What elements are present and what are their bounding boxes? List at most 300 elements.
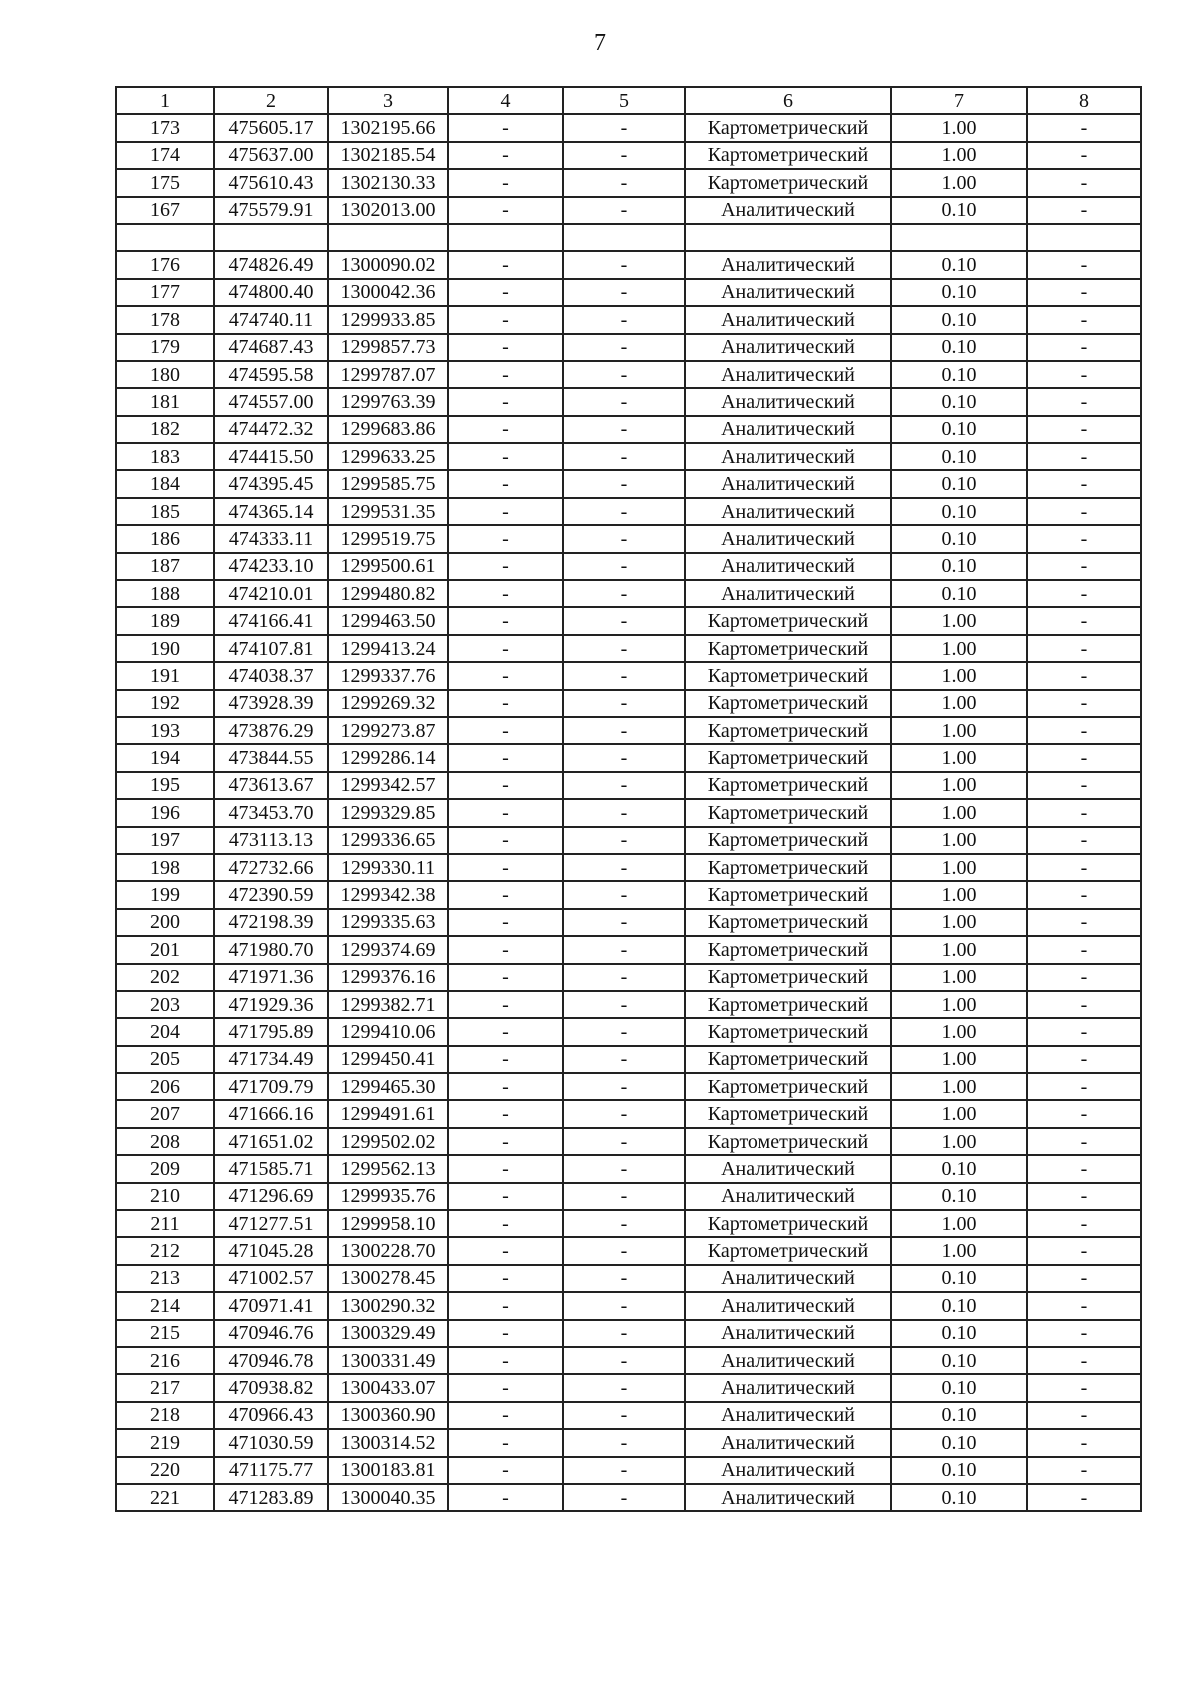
column-header: 1 (116, 87, 214, 114)
column-8-cell: - (1027, 580, 1141, 607)
y-coordinate-cell: 1300329.49 (328, 1320, 448, 1347)
column-8-cell: - (1027, 635, 1141, 662)
point-number-cell: 212 (116, 1237, 214, 1264)
column-4-cell: - (448, 881, 563, 908)
column-5-cell: - (563, 1237, 685, 1264)
method-cell: Картометрический (685, 607, 891, 634)
column-5-cell: - (563, 251, 685, 278)
point-number-cell: 205 (116, 1046, 214, 1073)
accuracy-cell: 1.00 (891, 964, 1027, 991)
column-5-cell: - (563, 1018, 685, 1045)
accuracy-cell: 0.10 (891, 1429, 1027, 1456)
column-4-cell: - (448, 607, 563, 634)
accuracy-cell: 0.10 (891, 1402, 1027, 1429)
table-row (116, 197, 1141, 224)
point-number-cell: 186 (116, 525, 214, 552)
method-cell: Картометрический (685, 662, 891, 689)
x-coordinate-cell: 474333.11 (214, 525, 328, 552)
column-4-cell: - (448, 470, 563, 497)
point-number-cell: 189 (116, 607, 214, 634)
table-row (116, 854, 1141, 881)
column-8-cell: - (1027, 470, 1141, 497)
method-cell: Аналитический (685, 361, 891, 388)
column-4-cell: - (448, 772, 563, 799)
x-coordinate-cell: 472198.39 (214, 909, 328, 936)
method-cell: Картометрический (685, 881, 891, 908)
y-coordinate-cell: 1299562.13 (328, 1155, 448, 1182)
x-coordinate-cell: 474395.45 (214, 470, 328, 497)
point-number-cell: 183 (116, 443, 214, 470)
y-coordinate-cell: 1300331.49 (328, 1347, 448, 1374)
column-5-cell: - (563, 936, 685, 963)
table-row (116, 1237, 1141, 1264)
column-5-cell: - (563, 1265, 685, 1292)
column-5-cell: - (563, 361, 685, 388)
method-cell: Аналитический (685, 1484, 891, 1511)
point-number-cell: 203 (116, 991, 214, 1018)
method-cell: Картометрический (685, 1018, 891, 1045)
method-cell: Аналитический (685, 1402, 891, 1429)
table-row (116, 388, 1141, 415)
method-cell: Картометрический (685, 1100, 891, 1127)
column-8-cell: - (1027, 525, 1141, 552)
table-body (116, 114, 1141, 1511)
point-number-cell: 187 (116, 553, 214, 580)
column-5-cell: - (563, 1457, 685, 1484)
x-coordinate-cell: 474166.41 (214, 607, 328, 634)
y-coordinate-cell: 1299330.11 (328, 854, 448, 881)
accuracy-cell: 1.00 (891, 772, 1027, 799)
accuracy-cell: 1.00 (891, 1210, 1027, 1237)
column-4-cell: - (448, 827, 563, 854)
table-row (116, 772, 1141, 799)
table-row (116, 1429, 1141, 1456)
y-coordinate-cell: 1299286.14 (328, 744, 448, 771)
method-cell: Аналитический (685, 1183, 891, 1210)
point-number-cell: 217 (116, 1374, 214, 1401)
column-4-cell: - (448, 909, 563, 936)
point-number-cell: 178 (116, 306, 214, 333)
column-4-cell: - (448, 306, 563, 333)
column-5-cell: - (563, 1292, 685, 1319)
column-4-cell: - (448, 197, 563, 224)
point-number-cell: 192 (116, 690, 214, 717)
column-4-cell: - (448, 1457, 563, 1484)
x-coordinate-cell: 470966.43 (214, 1402, 328, 1429)
x-coordinate-cell: 471277.51 (214, 1210, 328, 1237)
column-8-cell: - (1027, 1402, 1141, 1429)
column-5-cell: - (563, 1128, 685, 1155)
y-coordinate-cell: 1302130.33 (328, 169, 448, 196)
accuracy-cell: 0.10 (891, 416, 1027, 443)
point-number-cell: 198 (116, 854, 214, 881)
y-coordinate-cell: 1299342.57 (328, 772, 448, 799)
column-5-cell: - (563, 881, 685, 908)
column-header: 3 (328, 87, 448, 114)
column-8-cell: - (1027, 991, 1141, 1018)
accuracy-cell: 1.00 (891, 690, 1027, 717)
x-coordinate-cell: 474415.50 (214, 443, 328, 470)
x-coordinate-cell: 471666.16 (214, 1100, 328, 1127)
column-4-cell: - (448, 1265, 563, 1292)
y-coordinate-cell: 1299376.16 (328, 964, 448, 991)
table-row (116, 690, 1141, 717)
accuracy-cell: 1.00 (891, 169, 1027, 196)
y-coordinate-cell: 1299329.85 (328, 799, 448, 826)
y-coordinate-cell (328, 224, 448, 251)
x-coordinate-cell: 470946.78 (214, 1347, 328, 1374)
y-coordinate-cell: 1299382.71 (328, 991, 448, 1018)
column-8-cell: - (1027, 169, 1141, 196)
accuracy-cell: 1.00 (891, 881, 1027, 908)
method-cell: Аналитический (685, 251, 891, 278)
accuracy-cell: 1.00 (891, 827, 1027, 854)
table-row (116, 169, 1141, 196)
point-number-cell: 193 (116, 717, 214, 744)
point-number-cell: 220 (116, 1457, 214, 1484)
method-cell (685, 224, 891, 251)
column-4-cell: - (448, 1292, 563, 1319)
column-5-cell: - (563, 607, 685, 634)
y-coordinate-cell: 1299958.10 (328, 1210, 448, 1237)
point-number-cell: 209 (116, 1155, 214, 1182)
accuracy-cell: 0.10 (891, 1374, 1027, 1401)
column-4-cell: - (448, 251, 563, 278)
column-8-cell: - (1027, 142, 1141, 169)
point-number-cell: 216 (116, 1347, 214, 1374)
column-5-cell: - (563, 1484, 685, 1511)
column-5-cell: - (563, 279, 685, 306)
y-coordinate-cell: 1299336.65 (328, 827, 448, 854)
point-number-cell: 208 (116, 1128, 214, 1155)
column-8-cell: - (1027, 553, 1141, 580)
point-number-cell: 215 (116, 1320, 214, 1347)
column-4-cell: - (448, 964, 563, 991)
table-row (116, 279, 1141, 306)
column-8-cell: - (1027, 498, 1141, 525)
x-coordinate-cell: 475610.43 (214, 169, 328, 196)
y-coordinate-cell: 1300228.70 (328, 1237, 448, 1264)
column-8-cell: - (1027, 964, 1141, 991)
column-8-cell: - (1027, 251, 1141, 278)
column-8-cell: - (1027, 909, 1141, 936)
point-number-cell: 207 (116, 1100, 214, 1127)
column-8-cell: - (1027, 334, 1141, 361)
column-8-cell: - (1027, 388, 1141, 415)
table-row (116, 1183, 1141, 1210)
method-cell: Аналитический (685, 416, 891, 443)
column-5-cell: - (563, 142, 685, 169)
x-coordinate-cell: 474038.37 (214, 662, 328, 689)
method-cell: Картометрический (685, 717, 891, 744)
column-5-cell: - (563, 334, 685, 361)
table-row (116, 1457, 1141, 1484)
accuracy-cell: 1.00 (891, 991, 1027, 1018)
point-number-cell: 175 (116, 169, 214, 196)
point-number-cell: 194 (116, 744, 214, 771)
column-4-cell (448, 224, 563, 251)
column-8-cell: - (1027, 1210, 1141, 1237)
x-coordinate-cell: 470946.76 (214, 1320, 328, 1347)
accuracy-cell: 1.00 (891, 1237, 1027, 1264)
point-number-cell: 180 (116, 361, 214, 388)
y-coordinate-cell: 1299273.87 (328, 717, 448, 744)
x-coordinate-cell: 474210.01 (214, 580, 328, 607)
column-8-cell: - (1027, 416, 1141, 443)
column-5-cell: - (563, 470, 685, 497)
y-coordinate-cell: 1299450.41 (328, 1046, 448, 1073)
accuracy-cell: 0.10 (891, 1347, 1027, 1374)
point-number-cell: 195 (116, 772, 214, 799)
y-coordinate-cell: 1299491.61 (328, 1100, 448, 1127)
column-5-cell: - (563, 662, 685, 689)
point-number-cell: 181 (116, 388, 214, 415)
column-4-cell: - (448, 169, 563, 196)
y-coordinate-cell: 1299463.50 (328, 607, 448, 634)
point-number-cell: 202 (116, 964, 214, 991)
column-5-cell (563, 224, 685, 251)
column-8-cell: - (1027, 1265, 1141, 1292)
x-coordinate-cell: 471030.59 (214, 1429, 328, 1456)
method-cell: Аналитический (685, 1374, 891, 1401)
method-cell: Аналитический (685, 525, 891, 552)
column-4-cell: - (448, 991, 563, 1018)
y-coordinate-cell: 1299502.02 (328, 1128, 448, 1155)
x-coordinate-cell: 470971.41 (214, 1292, 328, 1319)
table-row (116, 964, 1141, 991)
method-cell: Картометрический (685, 114, 891, 141)
point-number-cell: 219 (116, 1429, 214, 1456)
accuracy-cell: 0.10 (891, 1457, 1027, 1484)
column-8-cell: - (1027, 279, 1141, 306)
method-cell: Картометрический (685, 744, 891, 771)
column-8-cell: - (1027, 662, 1141, 689)
column-4-cell: - (448, 1073, 563, 1100)
y-coordinate-cell: 1300090.02 (328, 251, 448, 278)
y-coordinate-cell: 1299787.07 (328, 361, 448, 388)
column-8-cell: - (1027, 1046, 1141, 1073)
accuracy-cell: 1.00 (891, 717, 1027, 744)
method-cell: Картометрический (685, 854, 891, 881)
accuracy-cell: 1.00 (891, 1046, 1027, 1073)
column-5-cell: - (563, 1402, 685, 1429)
accuracy-cell: 0.10 (891, 361, 1027, 388)
method-cell: Аналитический (685, 1429, 891, 1456)
point-number-cell: 196 (116, 799, 214, 826)
column-5-cell: - (563, 799, 685, 826)
y-coordinate-cell: 1299519.75 (328, 525, 448, 552)
column-8-cell: - (1027, 1100, 1141, 1127)
column-5-cell: - (563, 525, 685, 552)
x-coordinate-cell: 473844.55 (214, 744, 328, 771)
y-coordinate-cell: 1299500.61 (328, 553, 448, 580)
method-cell: Аналитический (685, 197, 891, 224)
column-8-cell: - (1027, 1484, 1141, 1511)
x-coordinate-cell: 474107.81 (214, 635, 328, 662)
x-coordinate-cell: 474740.11 (214, 306, 328, 333)
x-coordinate-cell: 470938.82 (214, 1374, 328, 1401)
column-5-cell: - (563, 1429, 685, 1456)
method-cell: Аналитический (685, 334, 891, 361)
column-5-cell: - (563, 827, 685, 854)
column-5-cell: - (563, 1073, 685, 1100)
x-coordinate-cell (214, 224, 328, 251)
method-cell: Картометрический (685, 690, 891, 717)
x-coordinate-cell: 474687.43 (214, 334, 328, 361)
column-4-cell: - (448, 1402, 563, 1429)
table-row (116, 909, 1141, 936)
x-coordinate-cell: 471283.89 (214, 1484, 328, 1511)
column-4-cell: - (448, 443, 563, 470)
y-coordinate-cell: 1299337.76 (328, 662, 448, 689)
column-4-cell: - (448, 662, 563, 689)
column-4-cell: - (448, 1237, 563, 1264)
column-8-cell: - (1027, 936, 1141, 963)
accuracy-cell: 1.00 (891, 936, 1027, 963)
accuracy-cell: 1.00 (891, 909, 1027, 936)
column-8-cell: - (1027, 1292, 1141, 1319)
column-5-cell: - (563, 1100, 685, 1127)
x-coordinate-cell: 474472.32 (214, 416, 328, 443)
column-8-cell: - (1027, 1457, 1141, 1484)
column-5-cell: - (563, 388, 685, 415)
method-cell: Картометрический (685, 799, 891, 826)
table-row (116, 1128, 1141, 1155)
column-8-cell: - (1027, 881, 1141, 908)
method-cell: Аналитический (685, 388, 891, 415)
y-coordinate-cell: 1300278.45 (328, 1265, 448, 1292)
table-row (116, 1347, 1141, 1374)
table-row (116, 1155, 1141, 1182)
table-row (116, 224, 1141, 251)
x-coordinate-cell: 475579.91 (214, 197, 328, 224)
point-number-cell: 190 (116, 635, 214, 662)
x-coordinate-cell: 471795.89 (214, 1018, 328, 1045)
accuracy-cell: 1.00 (891, 1100, 1027, 1127)
x-coordinate-cell: 471045.28 (214, 1237, 328, 1264)
table-row (116, 416, 1141, 443)
y-coordinate-cell: 1300290.32 (328, 1292, 448, 1319)
column-4-cell: - (448, 1374, 563, 1401)
table-row (116, 361, 1141, 388)
column-4-cell: - (448, 114, 563, 141)
method-cell: Аналитический (685, 498, 891, 525)
table-row (116, 1374, 1141, 1401)
table-row (116, 635, 1141, 662)
column-4-cell: - (448, 1018, 563, 1045)
table-header-row (116, 87, 1141, 114)
column-8-cell: - (1027, 854, 1141, 881)
column-4-cell: - (448, 799, 563, 826)
column-4-cell: - (448, 334, 563, 361)
column-8-cell: - (1027, 197, 1141, 224)
accuracy-cell: 1.00 (891, 744, 1027, 771)
y-coordinate-cell: 1302013.00 (328, 197, 448, 224)
x-coordinate-cell: 474800.40 (214, 279, 328, 306)
column-5-cell: - (563, 306, 685, 333)
column-header: 2 (214, 87, 328, 114)
x-coordinate-cell: 475605.17 (214, 114, 328, 141)
column-4-cell: - (448, 1210, 563, 1237)
column-5-cell: - (563, 580, 685, 607)
y-coordinate-cell: 1300314.52 (328, 1429, 448, 1456)
column-5-cell: - (563, 772, 685, 799)
method-cell: Аналитический (685, 1320, 891, 1347)
column-4-cell: - (448, 1484, 563, 1511)
point-number-cell: 185 (116, 498, 214, 525)
column-5-cell: - (563, 553, 685, 580)
point-number-cell: 221 (116, 1484, 214, 1511)
column-8-cell: - (1027, 443, 1141, 470)
column-4-cell: - (448, 361, 563, 388)
accuracy-cell: 0.10 (891, 1183, 1027, 1210)
x-coordinate-cell: 474826.49 (214, 251, 328, 278)
method-cell: Картометрический (685, 909, 891, 936)
x-coordinate-cell: 471971.36 (214, 964, 328, 991)
y-coordinate-cell: 1299374.69 (328, 936, 448, 963)
y-coordinate-cell: 1302195.66 (328, 114, 448, 141)
page-number: 7 (594, 30, 606, 56)
point-number-cell: 179 (116, 334, 214, 361)
x-coordinate-cell: 471709.79 (214, 1073, 328, 1100)
x-coordinate-cell: 471980.70 (214, 936, 328, 963)
point-number-cell: 174 (116, 142, 214, 169)
column-8-cell: - (1027, 744, 1141, 771)
y-coordinate-cell: 1299269.32 (328, 690, 448, 717)
column-4-cell: - (448, 744, 563, 771)
column-8-cell: - (1027, 1374, 1141, 1401)
x-coordinate-cell: 471651.02 (214, 1128, 328, 1155)
point-number-cell: 214 (116, 1292, 214, 1319)
y-coordinate-cell: 1300040.35 (328, 1484, 448, 1511)
point-number-cell: 167 (116, 197, 214, 224)
accuracy-cell: 0.10 (891, 1155, 1027, 1182)
accuracy-cell: 1.00 (891, 635, 1027, 662)
point-number-cell: 184 (116, 470, 214, 497)
table-row (116, 114, 1141, 141)
column-8-cell: - (1027, 114, 1141, 141)
accuracy-cell: 0.10 (891, 1484, 1027, 1511)
table-row (116, 936, 1141, 963)
table-row (116, 443, 1141, 470)
column-5-cell: - (563, 964, 685, 991)
table-row (116, 881, 1141, 908)
x-coordinate-cell: 471734.49 (214, 1046, 328, 1073)
method-cell: Картометрический (685, 936, 891, 963)
y-coordinate-cell: 1299933.85 (328, 306, 448, 333)
method-cell: Аналитический (685, 1292, 891, 1319)
x-coordinate-cell: 473613.67 (214, 772, 328, 799)
y-coordinate-cell: 1299410.06 (328, 1018, 448, 1045)
column-5-cell: - (563, 854, 685, 881)
y-coordinate-cell: 1299585.75 (328, 470, 448, 497)
accuracy-cell: 1.00 (891, 1073, 1027, 1100)
column-5-cell: - (563, 169, 685, 196)
column-4-cell: - (448, 1320, 563, 1347)
column-4-cell: - (448, 1046, 563, 1073)
column-5-cell: - (563, 635, 685, 662)
table-row (116, 1320, 1141, 1347)
column-5-cell: - (563, 498, 685, 525)
method-cell: Картометрический (685, 772, 891, 799)
accuracy-cell: 1.00 (891, 114, 1027, 141)
table-row (116, 1100, 1141, 1127)
method-cell: Аналитический (685, 470, 891, 497)
point-number-cell: 197 (116, 827, 214, 854)
accuracy-cell: 0.10 (891, 251, 1027, 278)
column-header: 5 (563, 87, 685, 114)
y-coordinate-cell: 1299342.38 (328, 881, 448, 908)
